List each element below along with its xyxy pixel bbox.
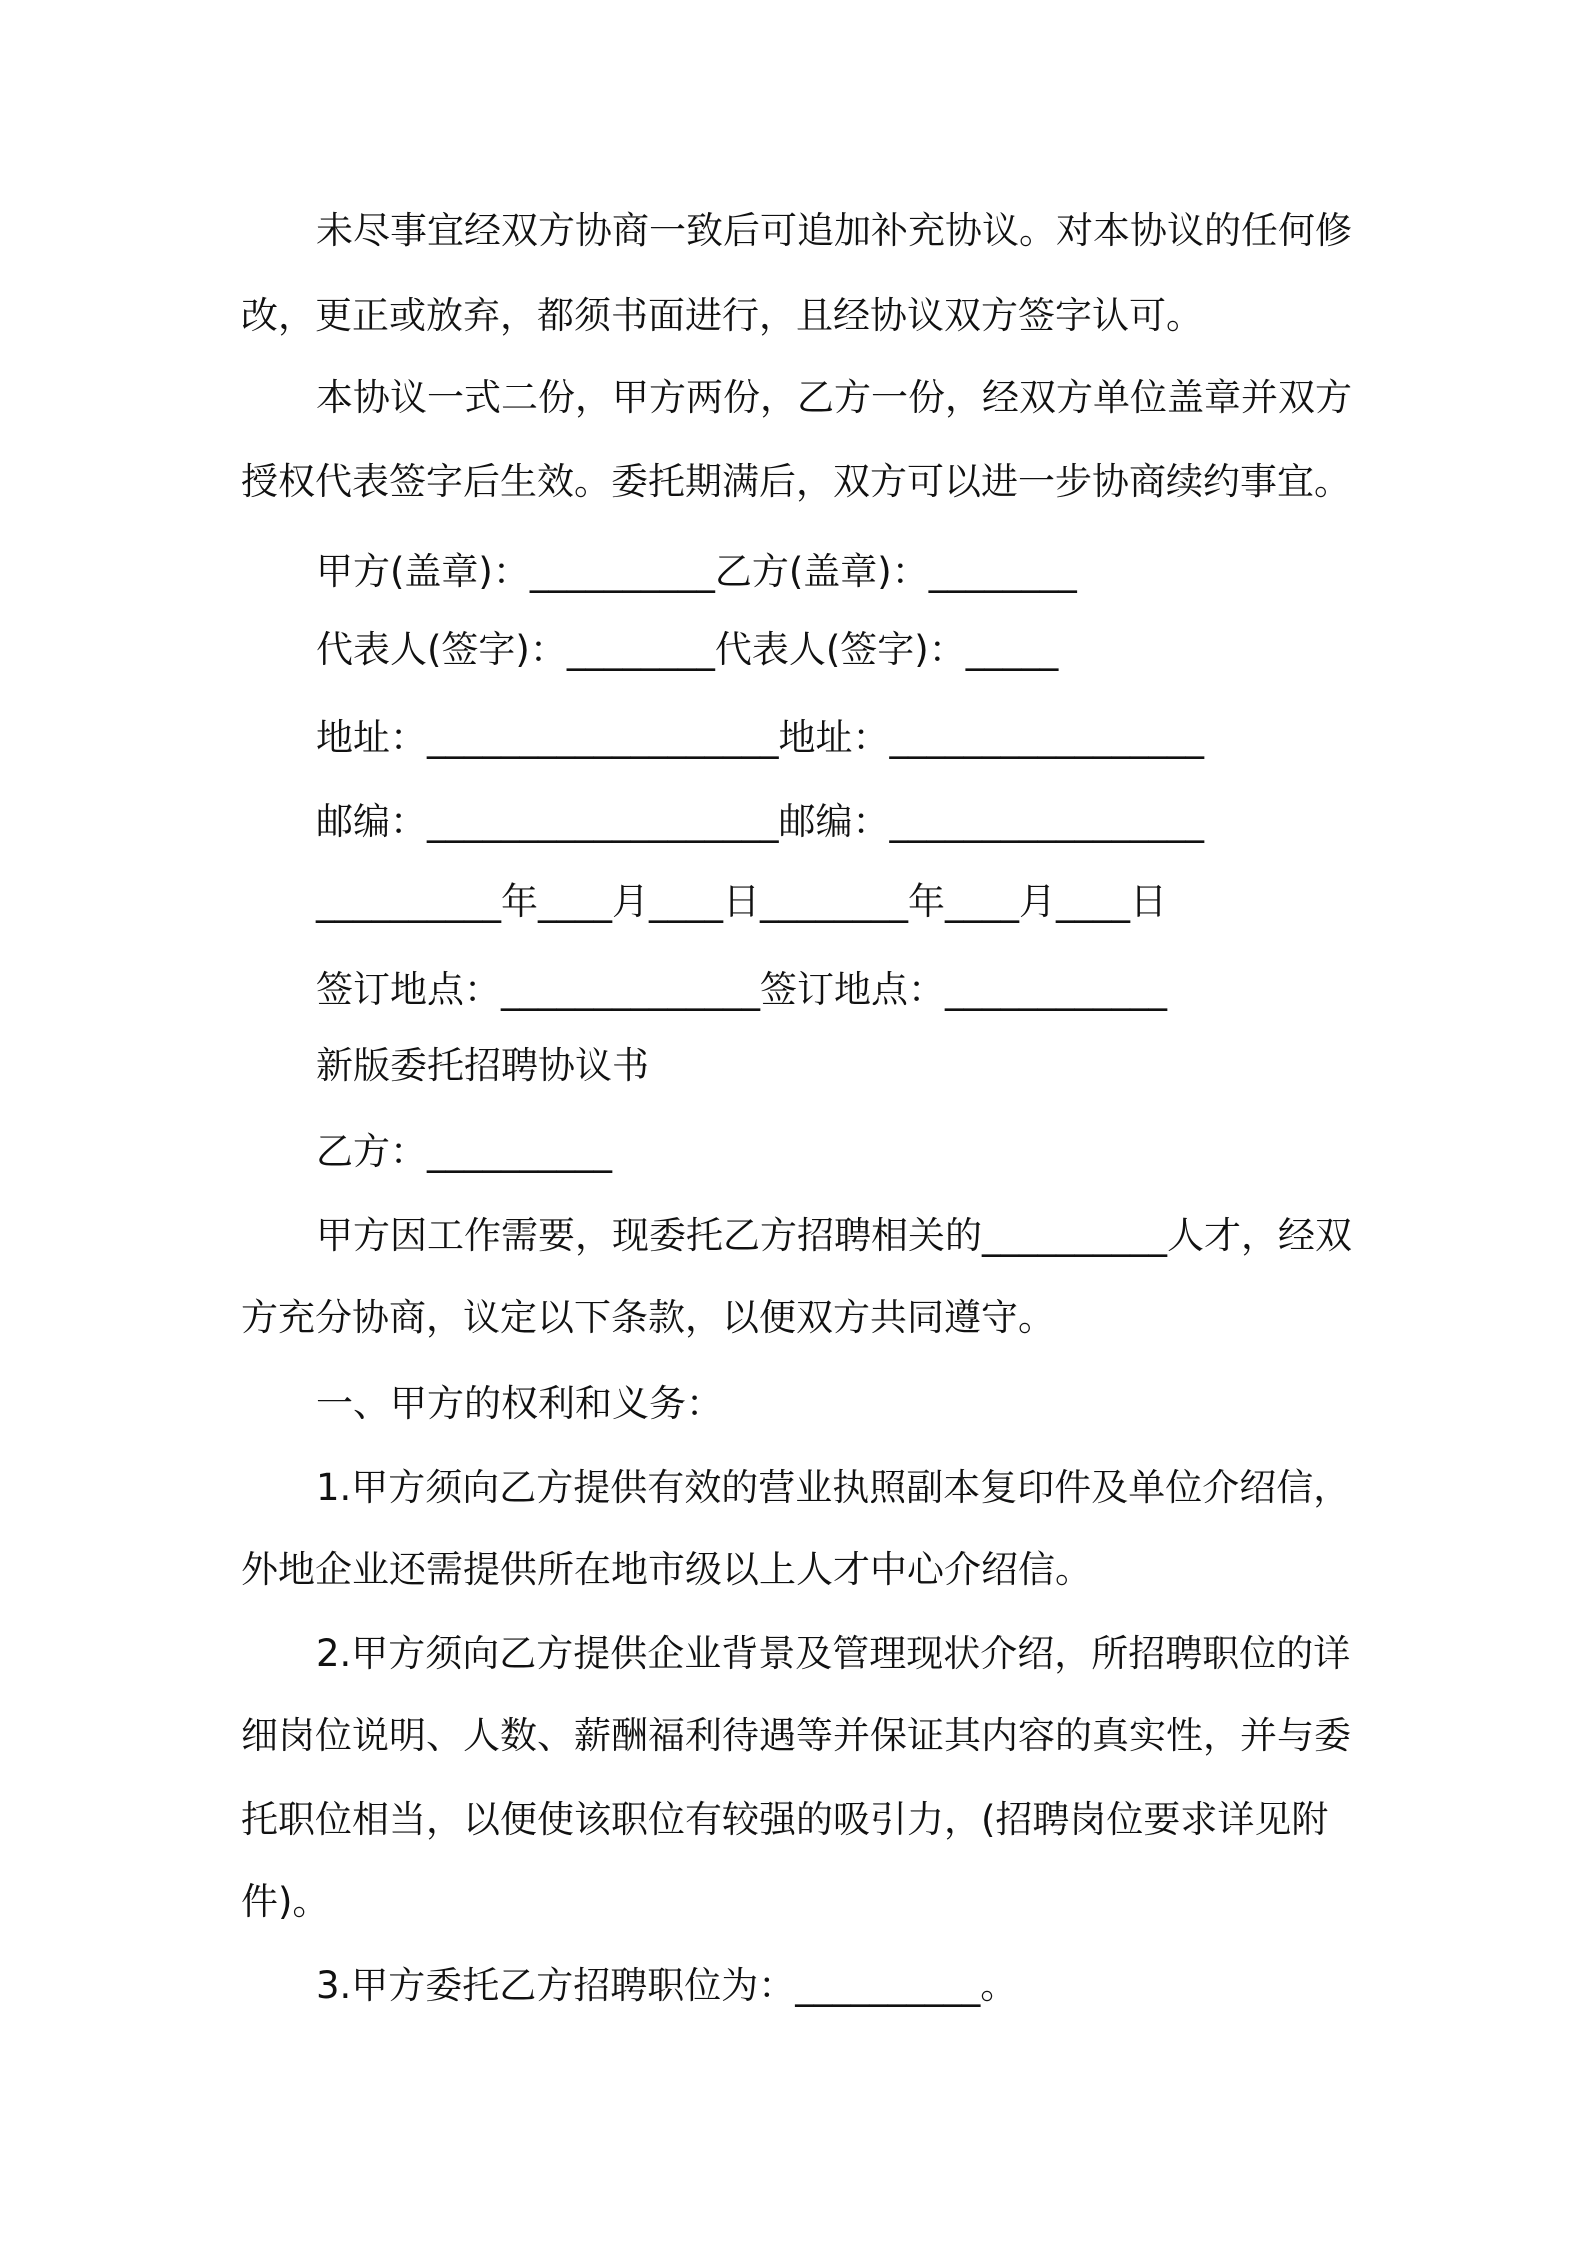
clause-line: 1.甲方须向乙方提供有效的营业执照副本复印件及单位介绍信，: [316, 1466, 1351, 1509]
clause-line: 托职位相当，以便使该职位有较强的吸引力，(招聘岗位要求详见附: [241, 1798, 1329, 1841]
document-title: 新版委托招聘协议书: [316, 1044, 649, 1087]
paragraph-line: 本协议一式二份，甲方两份，乙方一份，经双方单位盖章并双方: [316, 376, 1352, 419]
signature-line-place: 签订地点：______________签订地点：____________: [316, 968, 1167, 1011]
paragraph-line: 改，更正或放弃，都须书面进行，且经协议双方签字认可。: [241, 294, 1203, 337]
signature-line-party: 甲方(盖章)：__________乙方(盖章)：________: [316, 550, 1077, 593]
paragraph-line: 方充分协商，议定以下条款，以便双方共同遵守。: [241, 1296, 1055, 1339]
party-b-line: 乙方：__________: [316, 1130, 612, 1173]
paragraph-line: 未尽事宜经双方协商一致后可追加补充协议。对本协议的任何修: [316, 209, 1352, 252]
signature-line-date: __________年____月____日________年____月____日: [316, 880, 1167, 923]
signature-line-representative: 代表人(签字)：________代表人(签字)：_____: [316, 628, 1059, 671]
clause-line: 件)。: [241, 1880, 330, 1923]
signature-line-postcode: 邮编：___________________邮编：_________________: [316, 800, 1204, 843]
paragraph-line: 授权代表签字后生效。委托期满后，双方可以进一步协商续约事宜。: [241, 460, 1351, 503]
clause-line: 细岗位说明、人数、薪酬福利待遇等并保证其内容的真实性，并与委: [241, 1714, 1351, 1757]
clause-line: 2.甲方须向乙方提供企业背景及管理现状介绍，所招聘职位的详: [316, 1632, 1351, 1675]
clause-line: 3.甲方委托乙方招聘职位为：__________。: [316, 1964, 1018, 2007]
section-heading: 一、甲方的权利和义务：: [316, 1382, 723, 1425]
signature-line-address: 地址：___________________地址：_________________: [316, 716, 1204, 759]
paragraph-line: 甲方因工作需要，现委托乙方招聘相关的__________人才，经双: [316, 1214, 1352, 1257]
clause-line: 外地企业还需提供所在地市级以上人才中心介绍信。: [241, 1548, 1092, 1591]
